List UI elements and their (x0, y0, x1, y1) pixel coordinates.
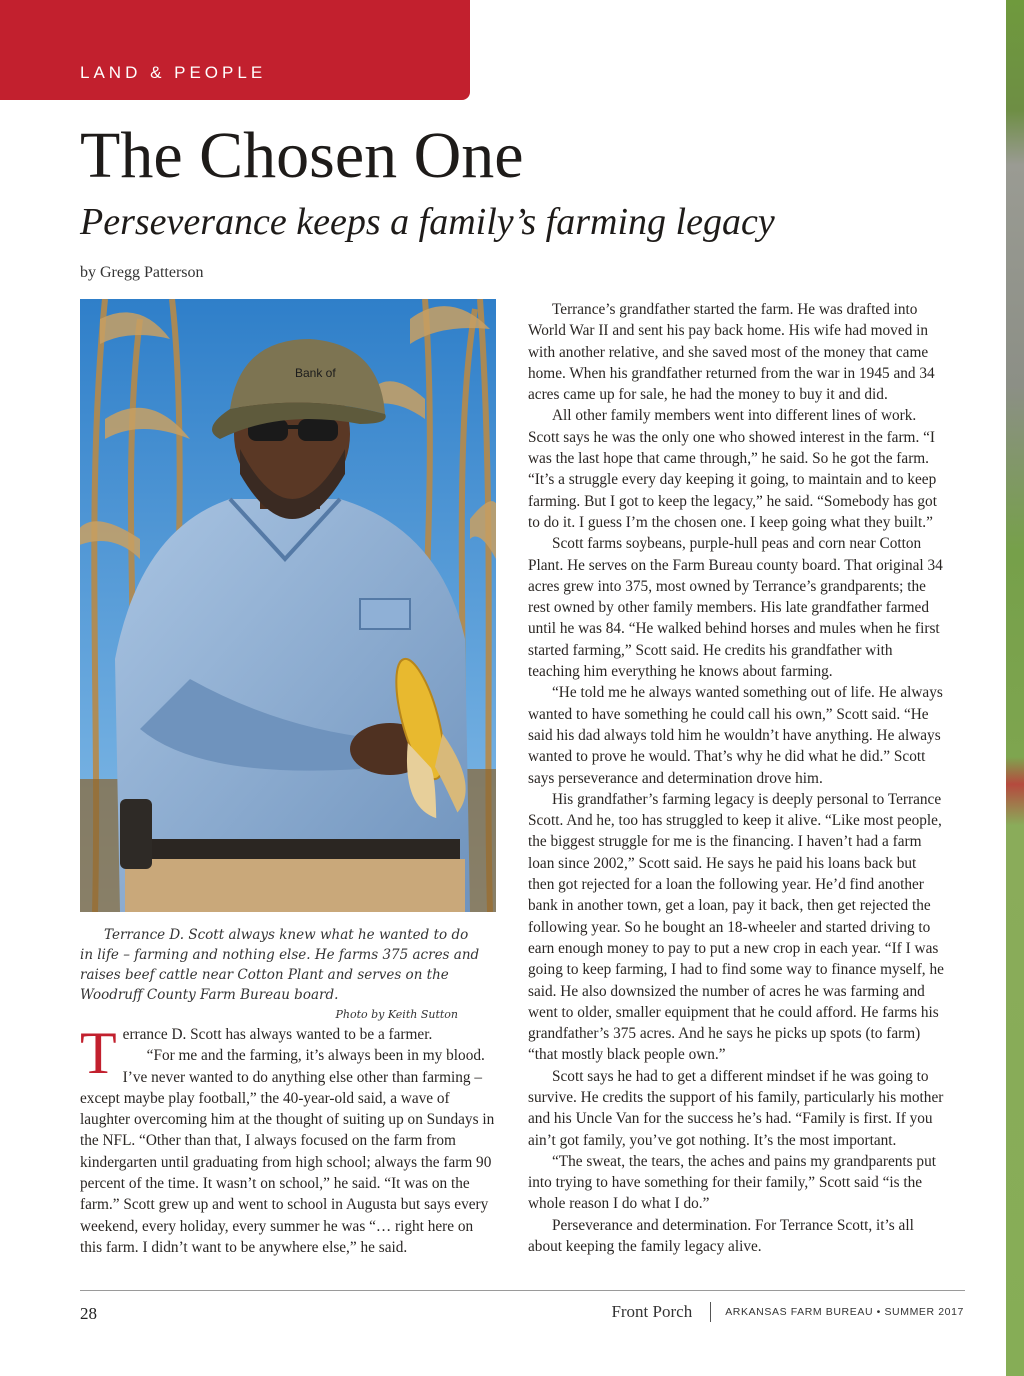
lead-paragraph (80, 1020, 496, 1086)
photo-caption (80, 925, 480, 1025)
page-number: 28 (80, 1304, 97, 1323)
body-paragraph: Terrance’s grandfather started the farm. He was drafted into World War II and sent his pay back home. His wife had moved in with another relative, and she saved most of the money that came home. When his grandfather returned from the war in 1945 and 34 acres came up for sale, he had the money to buy it and did. (528, 301, 935, 404)
article-column-left (80, 1020, 496, 1258)
body-paragraph: Scott says he had to get a different mindset if he was going to survive. He credits the support of his family, particularly his mother and his Uncle Van for the success he’s had. “Family is first. If you ain’t got family, you’ve got nothing. It’s the most important. (528, 1067, 944, 1149)
body-paragraph: His grandfather’s farming legacy is deeply personal to Terrance Scott. And he, too has struggled to keep it alive. “Like most people, the biggest struggle for me is the financing. I haven’t had a farm loan since 2002,” Scott said. He says he paid his loans back but then got rejected for a loan the following year. He’d find another bank in another town, get a loan, pay it back, then get rejected the following year. So he bought an 18-wheeler and started driving to earn enough money to pay to put a new crop in each year. “If I was going to keep farming, I had to find some way to finance myself, he said. He also downsized the number of acres he was farming and went to older, smaller equipment that he could afford. He farms his grandfather’s 375 acres. And he says he picks up spots (to farm) “that mostly black people own.” (528, 790, 944, 1064)
section-label: LAND & PEOPLE (80, 63, 267, 82)
body-paragraph: “The sweat, the tears, the aches and pains my grandparents put into trying to have something for their family,” Scott said “is the whole reason I do what I do.” (528, 1152, 936, 1213)
footer-publication-info (611, 1302, 964, 1322)
publication-issue: ARKANSAS FARM BUREAU • SUMMER 2017 (725, 1306, 964, 1318)
footer-divider (80, 1290, 965, 1291)
farmer-photo (80, 299, 496, 912)
article-column-right (528, 299, 946, 1257)
photo-credit: Photo by Keith Sutton (335, 1008, 458, 1021)
body-paragraph: Perseverance and determination. For Terrance Scott, it’s all about keeping the family legacy alive. (528, 1216, 914, 1256)
facing-page-edge (1006, 0, 1024, 1376)
article-subtitle: Perseverance keeps a family’s farming legacy (80, 201, 775, 243)
body-paragraph: All other family members went into different lines of work. Scott says he was the only one who showed interest in the farm. “I was the last hope that came through,” he said. So he got the farm. “It’s a struggle every day keeping it going, to maintain and to keep farming. But I got to keep the legacy,” he said. “Somebody has got to do it. I guess I’m the chosen one. I keep going what they built.” (528, 407, 937, 531)
footer-separator (710, 1302, 711, 1322)
section-tab (0, 0, 470, 100)
drop-cap: T (80, 1020, 117, 1086)
body-paragraph: “He told me he always wanted something out of life. He always wanted to have something he could call his own,” Scott said. “He said his dad always told him he wouldn’t have anything. He always wanted to prove he would. That’s why he did what he did.” Scott says perseverance and determination drove him. (528, 684, 943, 787)
lead-text: errance D. Scott has always wanted to be a farmer. (122, 1026, 433, 1043)
cap-logo-text: Bank of (295, 366, 336, 380)
farmer-holding-corn-photo-icon (80, 299, 496, 912)
article-title: The Chosen One (80, 119, 524, 192)
caption-text: Terrance D. Scott always knew what he wanted to do in life – farming and nothing else. He farms 375 acres and raises beef cattle near Cotton Plant and serves on the Woodruff County Farm Bureau board. (80, 927, 480, 1003)
byline: by Gregg Patterson (80, 264, 204, 281)
magazine-name: Front Porch (611, 1302, 693, 1321)
body-paragraph: Scott farms soybeans, purple-hull peas and corn near Cotton Plant. He serves on the Farm Bureau county board. That original 34 acres grew into 375, most owned by Terrance’s grandparents; the rest owned by other family members. His late grandfather farmed until he was 84. “He walked behind horses and mules when he first started farming,” Scott said. He credits his grandfather with teaching him everything he knows about farming. (528, 535, 943, 681)
body-paragraph: “For me and the farming, it’s always been in my blood. I’ve never wanted to do anything else other than farming – except maybe play football,” the 40-year-old said, a wave of laughter overcoming him at the thought of suiting up on Sundays in the NFL. “Other than that, I always focused on the farm from kindergarten until graduating from high school; always the farm 90 percent of the time. It wasn’t on school,” he said. “It was on the farm.” Scott grew up and went to school in Augusta but says every weekend, every holiday, every summer he was “… right here on this farm. I didn’t want to be anywhere else,” he said. (80, 1047, 495, 1256)
